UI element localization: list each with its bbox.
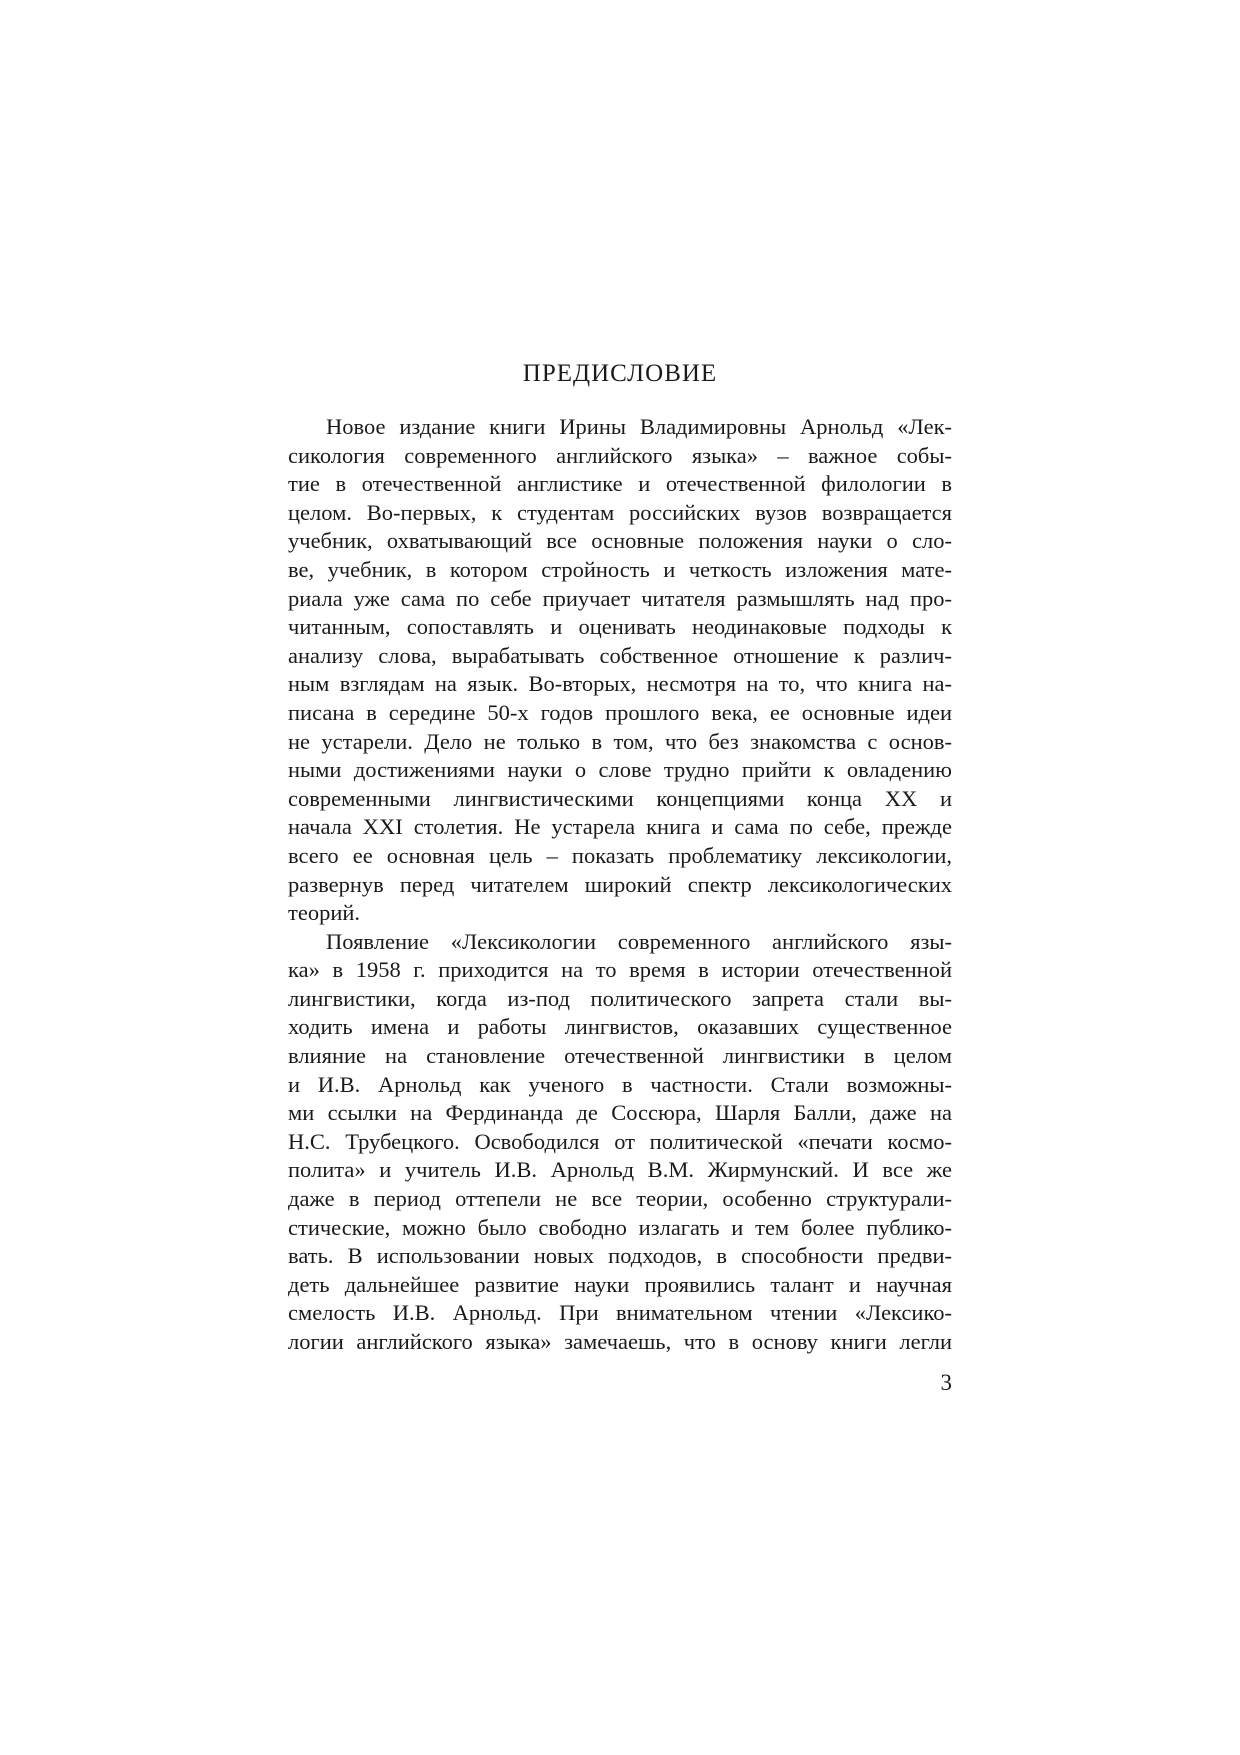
- text-line: риала уже сама по себе приучает читателя размышлять над про-: [288, 585, 952, 611]
- text-line: лингвистики, когда из-под политического запрета стали вы-: [288, 985, 952, 1011]
- text-line: логии английского языка» замечаешь, что в основу книги легли: [288, 1329, 952, 1354]
- paragraph-1: [288, 413, 952, 928]
- text-line: Появление «Лексикологии современного английского язы-: [326, 928, 952, 954]
- text-line: ным взглядам на язык. Во-вторых, несмотря на то, что книга на-: [288, 671, 952, 697]
- text-line: ве, учебник, в котором стройность и четкость изложения мате-: [288, 556, 952, 582]
- text-line: читанным, сопоставлять и оценивать неодинаковые подходы к: [288, 614, 952, 640]
- text-line: не устарели. Дело не только в том, что без знакомства с основ-: [288, 728, 952, 754]
- text-line: современными лингвистическими концепциями конца XX и: [288, 785, 952, 811]
- text-line: ми ссылки на Фердинанда де Соссюра, Шарля Балли, даже на: [288, 1100, 952, 1126]
- text-line: Н.С. Трубецкого. Освободился от политической «печати космо-: [288, 1128, 952, 1154]
- text-line: смелость И.В. Арнольд. При внимательном чтении «Лексико-: [288, 1300, 952, 1326]
- text-line: ными достижениями науки о слове трудно прийти к овладению: [288, 757, 952, 783]
- text-line: тие в отечественной англистике и отечественной филологии в: [288, 471, 952, 497]
- text-line: стические, можно было свободно излагать и тем более публико-: [288, 1214, 952, 1240]
- text-line: всего ее основная цель – показать проблематику лексикологии,: [288, 842, 952, 868]
- text-line: теорий.: [288, 900, 361, 926]
- text-line: писана в середине 50-х годов прошлого века, ее основные идеи: [288, 699, 952, 725]
- text-line: ходить имена и работы лингвистов, оказавших существенное: [288, 1014, 952, 1040]
- text-line: анализу слова, вырабатывать собственное отношение к различ-: [288, 642, 952, 668]
- body-text: [288, 413, 952, 1357]
- text-line: Новое издание книги Ирины Владимировны Арнольд «Лек-: [326, 414, 952, 439]
- text-line: полита» и учитель И.В. Арнольд В.М. Жирмунский. И все же: [288, 1157, 952, 1183]
- text-line: учебник, охватывающий все основные положения науки о сло-: [288, 528, 952, 554]
- text-line: вать. В использовании новых подходов, в способности предви-: [288, 1243, 952, 1269]
- paragraph-2: [288, 928, 952, 1357]
- text-line: сикология современного английского языка» – важное собы-: [288, 442, 952, 468]
- page-number: 3: [940, 1370, 952, 1395]
- text-line: и И.В. Арнольд как ученого в частности. Стали возможны-: [288, 1071, 952, 1097]
- text-line: ка» в 1958 г. приходится на то время в истории отечественной: [288, 957, 952, 983]
- page-title: ПРЕДИСЛОВИЕ: [522, 360, 718, 387]
- text-line: деть дальнейшее развитие науки проявились талант и научная: [288, 1271, 952, 1297]
- text-line: начала XXI столетия. Не устарела книга и сама по себе, прежде: [288, 814, 952, 840]
- text-line: целом. Во-первых, к студентам российских вузов возвращается: [288, 499, 952, 525]
- text-line: даже в период оттепели не все теории, особенно структурали-: [288, 1186, 952, 1212]
- text-line: влияние на становление отечественной лингвистики в целом: [288, 1043, 952, 1069]
- text-line: развернув перед читателем широкий спектр лексикологических: [288, 871, 952, 897]
